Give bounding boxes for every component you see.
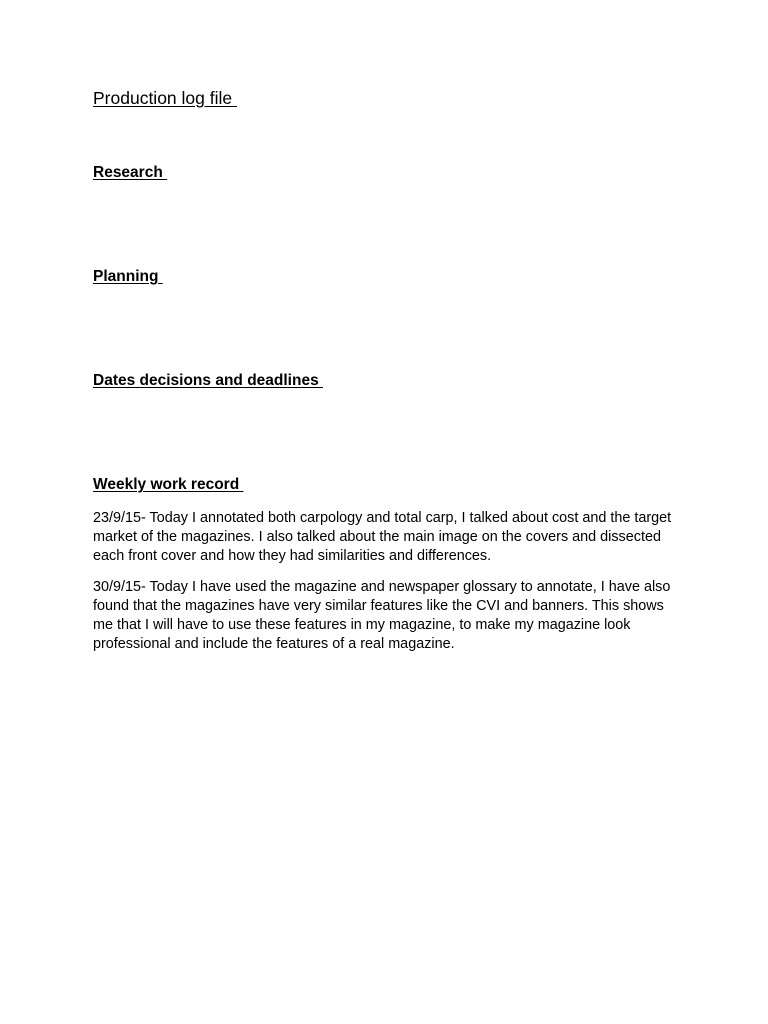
section-heading-dates-decisions-deadlines: Dates decisions and deadlines [93, 372, 323, 389]
section-heading-weekly-work-record: Weekly work record [93, 476, 244, 493]
section-heading-planning: Planning [93, 268, 163, 285]
document-title: Production log file [93, 88, 237, 108]
section-heading-research: Research [93, 164, 168, 181]
work-record-entry: 23/9/15- Today I annotated both carpology and total carp, I talked about cost and the target market of the magazines. I also talked about the main image on the covers and dissected each front cover and how they had similarities and differences. [93, 510, 672, 564]
work-record-entry: 30/9/15- Today I have used the magazine and newspaper glossary to annotate, I have also found that the magazines have very similar features like the CVI and banners. This shows me that I will have to use these features in my magazine, to make my magazine look professional and include the features of a real magazine. [93, 579, 671, 652]
